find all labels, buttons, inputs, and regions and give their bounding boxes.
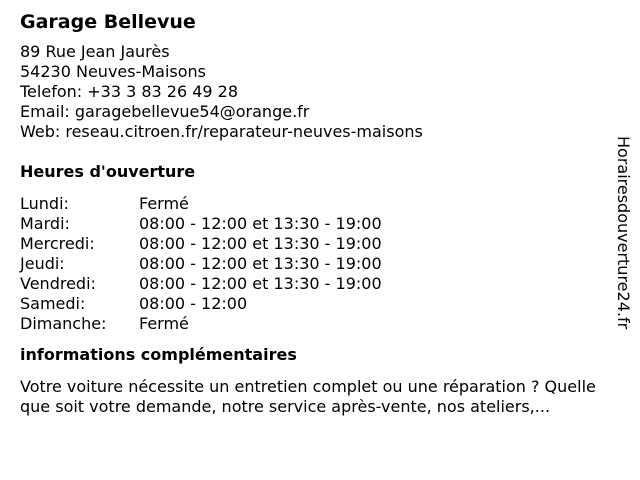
hours-row [20,294,620,314]
site-watermark: Horairesdouverture24.fr [614,136,633,330]
hours-row [20,274,620,294]
email-line: Email: garagebellevue54@orange.fr [20,102,310,121]
address-street: 89 Rue Jean Jaurès [20,42,170,61]
business-card [20,10,620,417]
day-hours: 08:00 - 12:00 et 13:30 - 19:00 [139,214,382,233]
day-label: Vendredi: [20,274,96,293]
day-hours: 08:00 - 12:00 et 13:30 - 19:00 [139,254,382,273]
day-label: Dimanche: [20,314,107,333]
day-label: Lundi: [20,194,69,213]
day-label: Mardi: [20,214,70,233]
day-label: Samedi: [20,294,86,313]
hours-row [20,234,620,254]
phone-line: Telefon: +33 3 83 26 49 28 [20,82,239,101]
hours-row [20,254,620,274]
web-line: Web: reseau.citroen.fr/reparateur-neuves-maisons [20,122,423,141]
day-label: Jeudi: [20,254,65,273]
hours-row [20,194,620,214]
info-heading: informations complémentaires [20,345,297,364]
day-label: Mercredi: [20,234,95,253]
hours-row [20,214,620,234]
hours-row [20,314,620,334]
info-text: Votre voiture nécessite un entretien complet ou une réparation ? Quelle que soit votre demande, notre service après-vente, nos ateliers,... [20,377,596,416]
day-hours: Fermé [139,314,189,333]
day-hours: Fermé [139,194,189,213]
hours-table [20,194,620,334]
day-hours: 08:00 - 12:00 et 13:30 - 19:00 [139,234,382,253]
hours-heading: Heures d'ouverture [20,162,196,181]
address-city: 54230 Neuves-Maisons [20,62,207,81]
business-name: Garage Bellevue [20,11,196,33]
day-hours: 08:00 - 12:00 et 13:30 - 19:00 [139,274,382,293]
day-hours: 08:00 - 12:00 [139,294,248,313]
